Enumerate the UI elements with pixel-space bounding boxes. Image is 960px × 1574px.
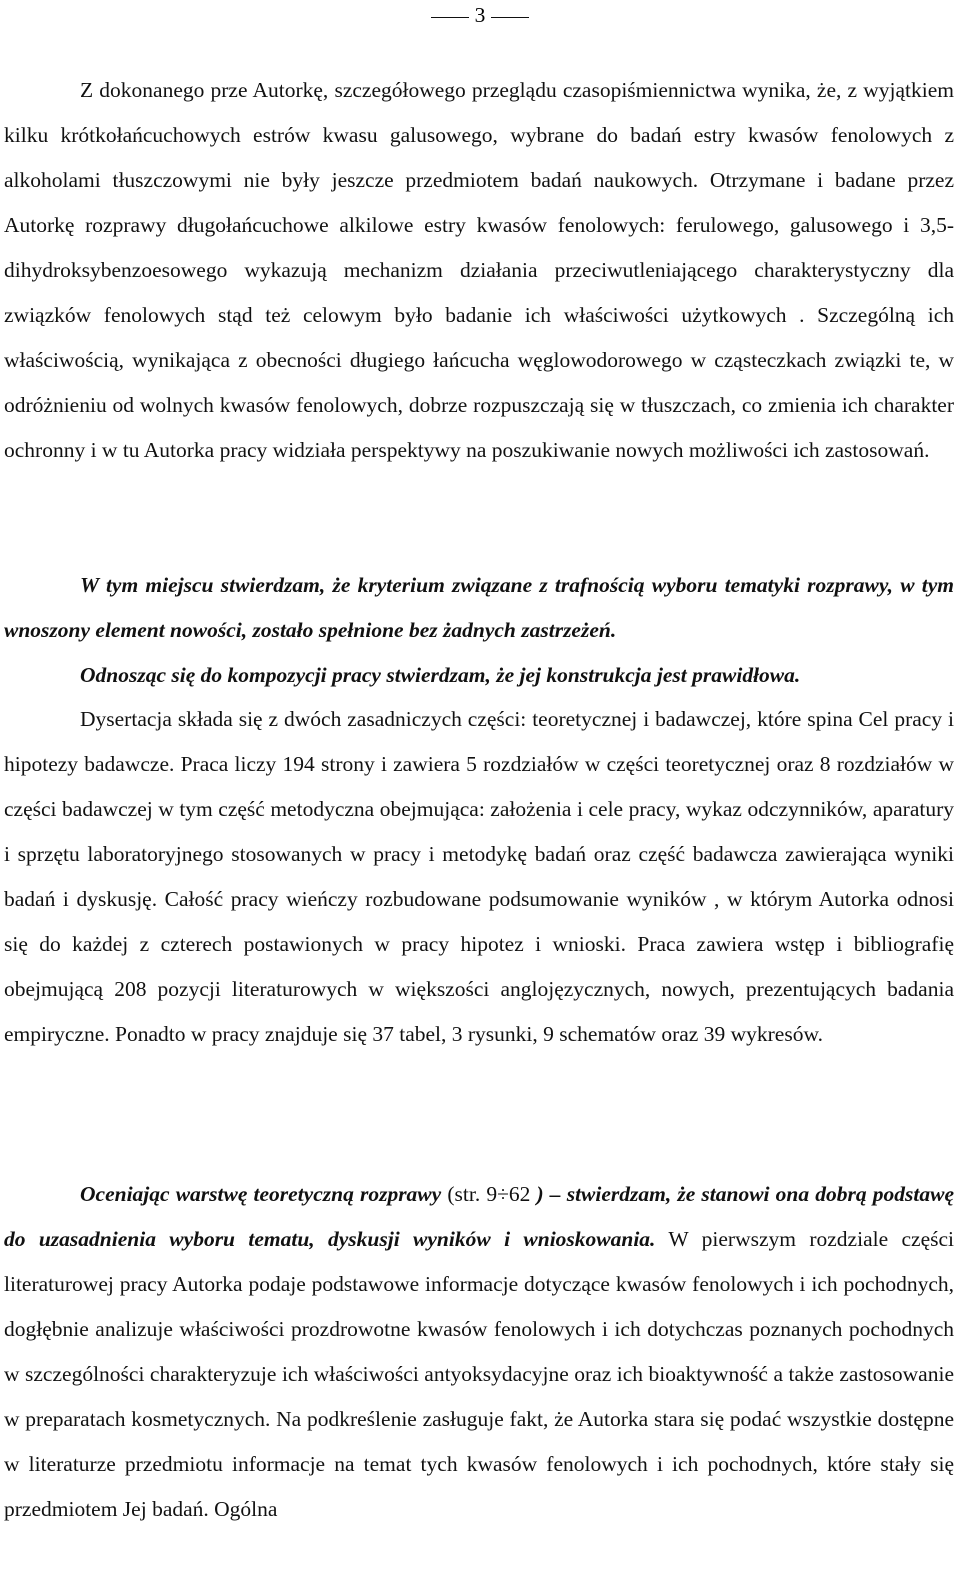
page-number-rule-right [491,17,529,18]
assessment-body-text: W pierwszym rozdziale części literaturowej pracy Autorka podaje podstawowe informacje dotyczące kwasów fenolowych i ich pochodnych, dogłębnie analizuje właściwości prozdrowotne kwasów fenolowych i ich dotychczas poznanych pochodnych w szczególności charakteryzuje ich właściwości antyoksydacyjne oraz ich bioaktywność a także zastosowanie w preparatach kosmetycznych. Na podkreślenie zasługuje fakt, że Autorka stara się podać wszystkie dostępne w literaturze przedmiotu informacje na temat tych kwasów fenolowych i ich pochodnych, które stały się przedmiotem Jej badań. Ogólna [4,1227,954,1521]
assessment-bold-conclusion: ) – stwierdzam, że stanowi ona dobrą podstawę do uzasadnienia wyboru tematu, dyskusji wyników i wnioskowania. [4,1182,954,1251]
assessment-bold-lead: Oceniając warstwę teoretyczną rozprawy [80,1182,442,1206]
page-number [0,0,960,30]
paragraph-theoretical-assessment [4,1172,954,1532]
paragraph-literature-review: Z dokonanego prze Autorkę, szczegółowego przeglądu czasopiśmiennictwa wynika, że, z wyjątkiem kilku krótkołańcuchowych estrów kwasu galusowego, wybrane do badań estry kwasów fenolowych z alkoholami tłuszczowymi nie były jeszcze przedmiotem badań naukowych. Otrzymane i badane przez Autorkę rozprawy długołańcuchowe alkilowe estry kwasów fenolowych: ferulowego, galusowego i 3,5-dihydroksybenzoesowego wykazują mechanizm działania przeciwutleniającego charakterystyczny dla związków fenolowych stąd też celowym było badanie ich właściwości użytkowych . Szczególną ich właściwością, wynikająca z obecności długiego łańcucha węglowodorowego w cząsteczkach związki te, w odróżnieniu od wolnych kwasów fenolowych, dobrze rozpuszczają się w tłuszczach, co zmienia ich charakter ochronny i w tu Autorka pracy widziała perspektywy na poszukiwanie nowych możliwości ich zastosowań. [4,78,954,462]
paragraph-composition-statement: Odnosząc się do kompozycji pracy stwierdzam, że jej konstrukcja jest prawidłowa. [80,663,801,687]
page-number-rule-left [431,17,469,18]
paragraph-dissertation-structure: Dysertacja składa się z dwóch zasadniczych części: teoretycznej i badawczej, które spina Cel pracy i hipotezy badawcze. Praca liczy 194 strony i zawiera 5 rozdziałów w części teoretycznej oraz 8 rozdziałów w części badawczej w tym część metodyczna obejmująca: założenia i cele pracy, wykaz odczynników, aparatury i sprzętu laboratoryjnego stosowanych w pracy i metodykę badań oraz część badawcza zawierająca wyniki badań i dyskusję. Całość pracy wieńczy rozbudowane podsumowanie wyników , w którym Autorka odnosi się do każdej z czterech postawionych w pracy hipotez i wnioski. Praca zawiera wstęp i bibliografię obejmującą 208 pozycji literaturowych w większości anglojęzycznych, nowych, prezentujących badania empiryczne. Ponadto w pracy znajduje się 37 tabel, 3 rysunki, 9 schematów oraz 39 wykresów. [4,707,954,1046]
assessment-page-range: (str. 9÷62 [441,1182,537,1206]
page-number-value: 3 [474,3,486,27]
paragraph-novelty-statement: W tym miejscu stwierdzam, że kryterium związane z trafnością wyboru tematyki rozprawy, w tym wnoszony element nowości, zostało spełnione bez żadnych zastrzeżeń. [4,573,954,642]
